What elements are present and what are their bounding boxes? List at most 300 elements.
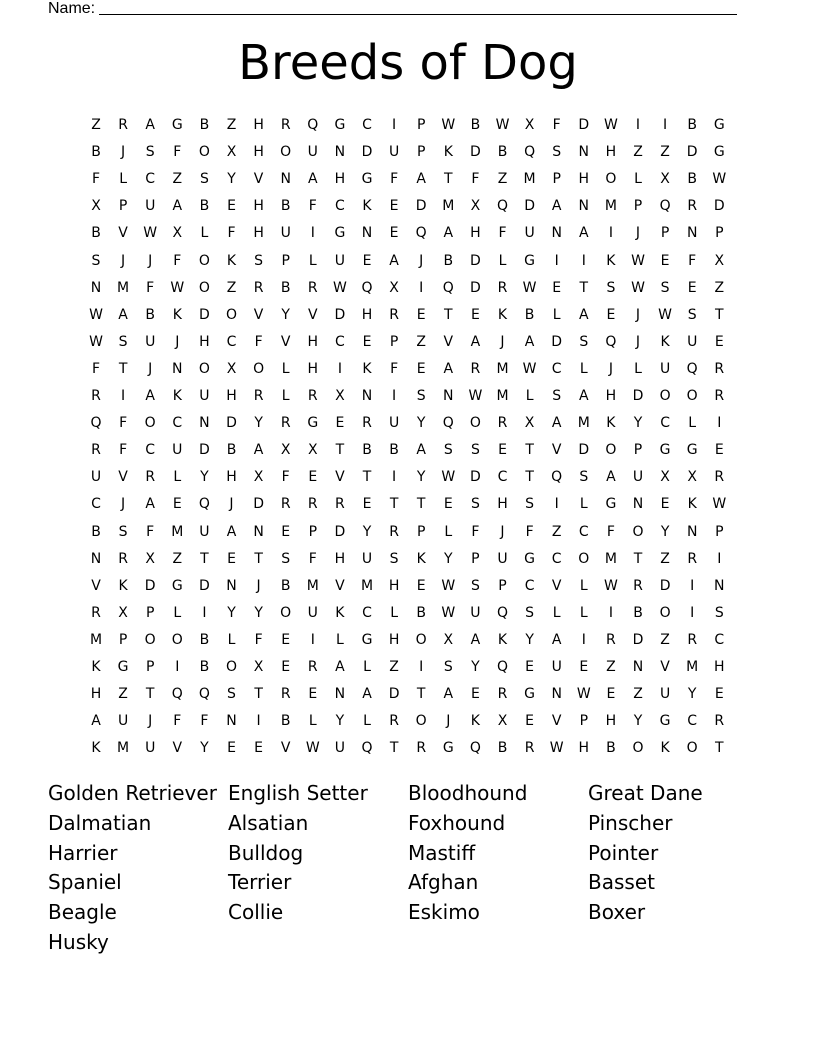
grid-letter[interactable]: B [687, 117, 697, 133]
grid-letter[interactable]: P [281, 252, 290, 269]
grid-letter[interactable]: E [362, 333, 372, 350]
grid-letter[interactable]: T [525, 442, 534, 459]
grid-letter[interactable]: H [307, 333, 319, 350]
grid-letter[interactable]: I [392, 117, 397, 133]
grid-letter[interactable]: C [172, 415, 183, 432]
grid-letter[interactable]: E [443, 496, 453, 513]
grid-letter[interactable]: U [659, 686, 671, 703]
grid-letter[interactable]: A [145, 496, 155, 513]
grid-letter[interactable]: M [306, 577, 319, 594]
grid-letter[interactable]: X [308, 442, 318, 459]
grid-letter[interactable]: M [604, 550, 617, 567]
grid-letter[interactable]: S [606, 279, 616, 296]
grid-letter[interactable]: I [635, 117, 641, 133]
grid-letter[interactable]: E [660, 496, 670, 513]
grid-letter[interactable]: P [660, 225, 670, 242]
grid-letter[interactable]: H [497, 496, 508, 513]
grid-letter[interactable]: X [91, 198, 101, 215]
grid-letter[interactable]: I [608, 604, 613, 621]
grid-letter[interactable]: N [632, 496, 644, 513]
grid-letter[interactable]: Z [226, 279, 237, 296]
grid-letter[interactable]: S [660, 279, 670, 296]
grid-letter[interactable]: L [579, 496, 588, 513]
grid-letter[interactable]: F [91, 171, 101, 188]
grid-letter[interactable]: E [227, 550, 236, 567]
grid-letter[interactable]: N [686, 523, 698, 540]
grid-letter[interactable]: J [608, 360, 613, 377]
grid-letter[interactable]: G [171, 577, 183, 594]
grid-letter[interactable]: W [468, 388, 483, 404]
grid-letter[interactable]: I [581, 252, 586, 269]
grid-letter[interactable]: F [498, 225, 507, 242]
grid-letter[interactable]: E [660, 252, 670, 269]
grid-letter[interactable]: C [335, 198, 345, 215]
grid-letter[interactable]: E [308, 686, 318, 703]
grid-letter[interactable]: Y [227, 171, 236, 188]
grid-letter[interactable]: K [172, 388, 182, 404]
grid-letter[interactable]: J [175, 333, 180, 350]
grid-letter[interactable]: A [524, 333, 535, 350]
grid-letter[interactable]: U [307, 604, 318, 621]
grid-letter[interactable]: A [443, 360, 454, 377]
grid-letter[interactable]: C [524, 577, 535, 594]
grid-letter[interactable]: Q [307, 117, 319, 133]
grid-letter[interactable]: N [172, 360, 183, 377]
grid-letter[interactable]: X [443, 631, 454, 648]
grid-letter[interactable]: B [91, 144, 101, 161]
grid-letter[interactable]: I [419, 659, 424, 675]
grid-letter[interactable]: S [470, 577, 480, 594]
grid-letter[interactable]: D [578, 442, 590, 459]
grid-letter[interactable]: S [470, 496, 480, 513]
grid-letter[interactable]: N [443, 388, 454, 404]
grid-letter[interactable]: I [337, 360, 342, 377]
grid-letter[interactable]: Z [660, 550, 670, 567]
grid-letter[interactable]: W [712, 171, 727, 188]
grid-letter[interactable]: E [227, 198, 236, 215]
grid-letter[interactable]: R [687, 550, 698, 567]
grid-letter[interactable]: T [200, 550, 209, 567]
grid-letter[interactable]: R [280, 117, 291, 133]
grid-letter[interactable]: N [551, 686, 562, 703]
grid-letter[interactable]: Q [496, 604, 509, 621]
grid-letter[interactable]: K [416, 550, 426, 567]
grid-letter[interactable]: G [171, 117, 183, 133]
grid-letter[interactable]: U [90, 469, 102, 486]
grid-letter[interactable]: J [500, 333, 505, 350]
grid-letter[interactable]: T [254, 686, 263, 703]
grid-letter[interactable]: R [91, 604, 101, 621]
grid-letter[interactable]: G [334, 225, 346, 242]
grid-letter[interactable]: X [145, 550, 155, 567]
grid-letter[interactable]: O [578, 550, 590, 567]
grid-letter[interactable]: L [308, 252, 317, 269]
grid-letter[interactable]: X [524, 415, 535, 432]
grid-letter[interactable]: H [199, 333, 210, 350]
grid-letter[interactable]: U [199, 388, 210, 404]
grid-letter[interactable]: J [419, 252, 424, 269]
grid-letter[interactable]: D [199, 306, 210, 323]
grid-letter[interactable]: C [226, 333, 237, 350]
grid-letter[interactable]: P [715, 523, 724, 540]
grid-letter[interactable]: F [227, 225, 236, 242]
grid-letter[interactable]: E [281, 523, 291, 540]
grid-letter[interactable]: A [470, 333, 481, 350]
grid-letter[interactable]: E [416, 577, 426, 594]
grid-letter[interactable]: L [173, 469, 182, 486]
grid-letter[interactable]: L [363, 713, 371, 730]
grid-letter[interactable]: T [715, 740, 724, 757]
grid-letter[interactable]: C [145, 171, 156, 188]
grid-letter[interactable]: W [522, 360, 537, 377]
grid-letter[interactable]: Q [415, 225, 427, 242]
grid-letter[interactable]: B [199, 198, 210, 215]
grid-letter[interactable]: R [497, 279, 508, 296]
grid-letter[interactable]: A [389, 252, 399, 269]
grid-letter[interactable]: Q [442, 279, 454, 296]
grid-letter[interactable]: U [145, 198, 156, 215]
grid-letter[interactable]: H [90, 686, 102, 703]
grid-letter[interactable]: P [579, 713, 589, 730]
grid-letter[interactable]: D [470, 144, 481, 161]
grid-letter[interactable]: C [145, 442, 156, 459]
grid-letter[interactable]: R [91, 442, 101, 459]
grid-letter[interactable]: Y [281, 306, 290, 323]
grid-letter[interactable]: E [606, 306, 616, 323]
grid-letter[interactable]: R [280, 415, 291, 432]
grid-letter[interactable]: J [500, 523, 505, 540]
grid-letter[interactable]: X [172, 225, 183, 242]
grid-letter[interactable]: R [307, 496, 318, 513]
grid-letter[interactable]: G [524, 550, 536, 567]
grid-letter[interactable]: E [606, 686, 616, 703]
grid-letter[interactable]: W [305, 740, 320, 757]
grid-letter[interactable]: N [226, 577, 237, 594]
grid-letter[interactable]: D [361, 144, 373, 161]
grid-letter[interactable]: N [90, 279, 102, 296]
grid-letter[interactable]: O [225, 659, 238, 675]
grid-letter[interactable]: O [415, 713, 427, 730]
grid-letter[interactable]: M [686, 659, 699, 675]
grid-letter[interactable]: S [552, 388, 562, 404]
grid-letter[interactable]: L [227, 631, 236, 648]
grid-letter[interactable]: G [361, 171, 373, 188]
grid-letter[interactable]: Q [171, 686, 183, 703]
grid-letter[interactable]: U [687, 333, 698, 350]
grid-letter[interactable]: G [524, 252, 536, 269]
grid-letter[interactable]: V [280, 333, 291, 350]
grid-letter[interactable]: N [686, 225, 698, 242]
grid-letter[interactable]: H [470, 225, 481, 242]
grid-letter[interactable]: P [715, 225, 724, 242]
grid-letter[interactable]: V [253, 306, 264, 323]
grid-letter[interactable]: Q [524, 144, 536, 161]
grid-letter[interactable]: M [89, 631, 103, 648]
grid-letter[interactable]: A [145, 117, 155, 133]
grid-letter[interactable]: O [659, 388, 671, 404]
grid-letter[interactable]: D [470, 252, 481, 269]
grid-letter[interactable]: S [145, 144, 155, 161]
grid-letter[interactable]: R [633, 577, 643, 594]
grid-letter[interactable]: B [226, 442, 237, 459]
grid-letter[interactable]: Q [496, 198, 509, 215]
grid-letter[interactable]: O [469, 415, 481, 432]
grid-letter[interactable]: R [497, 686, 508, 703]
grid-letter[interactable]: S [687, 306, 697, 323]
grid-letter[interactable]: H [253, 225, 264, 242]
grid-letter[interactable]: D [470, 279, 481, 296]
grid-letter[interactable]: U [307, 144, 318, 161]
grid-letter[interactable]: Y [416, 469, 426, 486]
grid-letter[interactable]: K [362, 198, 372, 215]
grid-letter[interactable]: H [334, 550, 346, 567]
grid-letter[interactable]: S [91, 252, 101, 269]
grid-letter[interactable]: T [145, 686, 155, 703]
grid-letter[interactable]: D [632, 631, 644, 648]
grid-letter[interactable]: O [659, 604, 671, 621]
grid-letter[interactable]: K [497, 631, 508, 648]
grid-letter[interactable]: Q [361, 279, 373, 296]
grid-letter[interactable]: I [202, 604, 207, 621]
grid-letter[interactable]: F [390, 171, 399, 188]
grid-letter[interactable]: U [497, 550, 508, 567]
grid-letter[interactable]: I [690, 577, 695, 594]
grid-letter[interactable]: A [443, 225, 454, 242]
grid-letter[interactable]: N [551, 225, 562, 242]
grid-letter[interactable]: V [551, 577, 562, 594]
grid-letter[interactable]: Q [90, 415, 102, 432]
grid-letter[interactable]: E [416, 306, 426, 323]
grid-letter[interactable]: O [171, 631, 183, 648]
grid-letter[interactable]: T [444, 306, 453, 323]
grid-letter[interactable]: X [253, 469, 264, 486]
grid-letter[interactable]: K [497, 306, 508, 323]
grid-letter[interactable]: J [635, 225, 641, 242]
grid-letter[interactable]: U [199, 523, 210, 540]
grid-letter[interactable]: P [471, 550, 480, 567]
grid-letter[interactable]: T [389, 496, 399, 513]
grid-letter[interactable]: P [416, 523, 426, 540]
grid-letter[interactable]: W [441, 577, 456, 594]
grid-letter[interactable]: K [226, 252, 237, 269]
grid-letter[interactable]: Y [471, 659, 480, 675]
grid-letter[interactable]: F [471, 523, 480, 540]
grid-letter[interactable]: M [604, 198, 617, 215]
grid-letter[interactable]: S [525, 604, 535, 621]
grid-letter[interactable]: T [362, 469, 372, 486]
grid-letter[interactable]: S [416, 388, 426, 404]
grid-letter[interactable]: R [307, 659, 318, 675]
grid-letter[interactable]: L [552, 604, 561, 621]
grid-letter[interactable]: I [310, 225, 315, 242]
grid-letter[interactable]: R [714, 469, 725, 486]
grid-letter[interactable]: Z [91, 117, 101, 133]
grid-letter[interactable]: E [525, 713, 535, 730]
grid-letter[interactable]: O [605, 171, 617, 188]
grid-letter[interactable]: S [199, 171, 209, 188]
grid-letter[interactable]: R [606, 631, 616, 648]
grid-letter[interactable]: Y [254, 415, 263, 432]
grid-letter[interactable]: O [198, 252, 210, 269]
grid-letter[interactable]: L [634, 171, 642, 188]
grid-letter[interactable]: N [361, 225, 373, 242]
grid-letter[interactable]: B [606, 740, 616, 757]
grid-letter[interactable]: U [361, 550, 373, 567]
grid-letter[interactable]: H [253, 198, 264, 215]
grid-letter[interactable]: O [632, 523, 644, 540]
grid-letter[interactable]: C [578, 523, 589, 540]
grid-letter[interactable]: R [307, 279, 318, 296]
grid-letter[interactable]: K [660, 333, 670, 350]
grid-letter[interactable]: H [253, 117, 264, 133]
grid-letter[interactable]: X [280, 442, 291, 459]
grid-letter[interactable]: F [119, 415, 128, 432]
grid-letter[interactable]: L [200, 225, 209, 242]
grid-letter[interactable]: Q [686, 360, 698, 377]
grid-letter[interactable]: E [281, 659, 291, 675]
grid-letter[interactable]: E [579, 659, 589, 675]
grid-letter[interactable]: E [714, 333, 724, 350]
grid-letter[interactable]: I [608, 225, 613, 242]
grid-letter[interactable]: C [362, 117, 372, 133]
grid-letter[interactable]: M [171, 523, 184, 540]
grid-letter[interactable]: J [229, 496, 234, 513]
grid-letter[interactable]: G [117, 659, 129, 675]
grid-letter[interactable]: W [170, 279, 185, 296]
grid-letter[interactable]: F [146, 523, 155, 540]
grid-letter[interactable]: J [148, 252, 153, 269]
grid-letter[interactable]: A [362, 686, 372, 703]
grid-letter[interactable]: F [173, 252, 182, 269]
grid-letter[interactable]: V [551, 713, 562, 730]
grid-letter[interactable]: U [145, 740, 156, 757]
grid-letter[interactable]: D [578, 117, 590, 133]
grid-letter[interactable]: J [148, 713, 153, 730]
grid-letter[interactable]: U [334, 740, 346, 757]
grid-letter[interactable]: M [523, 171, 536, 188]
grid-letter[interactable]: U [172, 442, 183, 459]
grid-letter[interactable]: B [362, 442, 372, 459]
grid-letter[interactable]: Z [606, 659, 616, 675]
grid-letter[interactable]: H [605, 144, 617, 161]
grid-letter[interactable]: S [443, 442, 453, 459]
grid-letter[interactable]: S [552, 144, 562, 161]
grid-letter[interactable]: R [91, 388, 101, 404]
grid-letter[interactable]: N [714, 577, 725, 594]
grid-letter[interactable]: H [307, 360, 319, 377]
grid-letter[interactable]: T [633, 550, 643, 567]
grid-letter[interactable]: Y [227, 604, 236, 621]
grid-letter[interactable]: I [581, 631, 586, 648]
grid-letter[interactable]: V [443, 333, 454, 350]
grid-letter[interactable]: U [388, 144, 400, 161]
grid-letter[interactable]: Z [660, 631, 670, 648]
grid-letter[interactable]: A [253, 442, 264, 459]
grid-letter[interactable]: K [91, 740, 101, 757]
grid-letter[interactable]: L [390, 604, 398, 621]
grid-letter[interactable]: P [416, 144, 426, 161]
grid-letter[interactable]: U [632, 469, 644, 486]
grid-letter[interactable]: T [715, 306, 724, 323]
grid-letter[interactable]: W [658, 306, 673, 323]
grid-letter[interactable]: X [389, 279, 399, 296]
grid-letter[interactable]: A [579, 225, 589, 242]
grid-letter[interactable]: W [576, 686, 591, 703]
grid-letter[interactable]: E [362, 252, 372, 269]
grid-letter[interactable]: B [280, 279, 291, 296]
grid-letter[interactable]: L [444, 523, 453, 540]
grid-letter[interactable]: H [334, 171, 346, 188]
grid-letter[interactable]: R [145, 469, 156, 486]
grid-letter[interactable]: Y [633, 713, 643, 730]
grid-letter[interactable]: O [198, 144, 210, 161]
grid-letter[interactable]: S [254, 252, 264, 269]
grid-letter[interactable]: K [362, 360, 372, 377]
grid-letter[interactable]: B [524, 306, 535, 323]
grid-letter[interactable]: M [117, 279, 130, 296]
grid-letter[interactable]: W [549, 740, 564, 757]
grid-letter[interactable]: E [227, 740, 236, 757]
grid-letter[interactable]: R [280, 686, 291, 703]
grid-letter[interactable]: Z [714, 279, 725, 296]
grid-letter[interactable]: E [172, 496, 182, 513]
grid-letter[interactable]: D [470, 469, 481, 486]
grid-letter[interactable]: R [524, 740, 535, 757]
grid-letter[interactable]: F [552, 117, 561, 133]
grid-letter[interactable]: W [522, 279, 537, 296]
grid-letter[interactable]: P [118, 631, 128, 648]
grid-letter[interactable]: F [525, 523, 534, 540]
grid-letter[interactable]: H [226, 388, 237, 404]
grid-letter[interactable]: Z [118, 686, 128, 703]
grid-letter[interactable]: Y [660, 523, 670, 540]
grid-letter[interactable]: P [416, 117, 426, 133]
grid-letter[interactable]: L [579, 577, 588, 594]
grid-letter[interactable]: W [143, 225, 158, 242]
grid-letter[interactable]: L [634, 360, 642, 377]
grid-letter[interactable]: N [334, 686, 346, 703]
grid-letter[interactable]: P [308, 523, 318, 540]
grid-letter[interactable]: Z [172, 171, 183, 188]
grid-letter[interactable]: H [605, 713, 617, 730]
grid-letter[interactable]: B [416, 604, 426, 621]
grid-letter[interactable]: R [714, 388, 725, 404]
grid-letter[interactable]: H [578, 740, 590, 757]
grid-letter[interactable]: Q [361, 740, 373, 757]
grid-letter[interactable]: A [551, 415, 562, 432]
grid-letter[interactable]: S [227, 686, 236, 703]
grid-letter[interactable]: Y [200, 740, 209, 757]
grid-letter[interactable]: K [606, 415, 616, 432]
grid-letter[interactable]: Q [659, 198, 671, 215]
grid-letter[interactable]: A [579, 306, 589, 323]
grid-letter[interactable]: L [498, 252, 507, 269]
grid-letter[interactable]: E [389, 225, 399, 242]
grid-letter[interactable]: X [335, 388, 345, 404]
grid-letter[interactable]: F [606, 523, 615, 540]
grid-letter[interactable]: S [389, 550, 399, 567]
grid-letter[interactable]: J [256, 577, 261, 594]
grid-letter[interactable]: C [91, 496, 101, 513]
grid-letter[interactable]: E [525, 659, 535, 675]
grid-letter[interactable]: N [226, 713, 237, 730]
grid-letter[interactable]: E [498, 442, 507, 459]
grid-letter[interactable]: I [554, 496, 559, 513]
grid-letter[interactable]: O [686, 740, 698, 757]
grid-letter[interactable]: C [714, 631, 725, 648]
grid-letter[interactable]: O [280, 604, 292, 621]
grid-letter[interactable]: X [687, 469, 697, 486]
